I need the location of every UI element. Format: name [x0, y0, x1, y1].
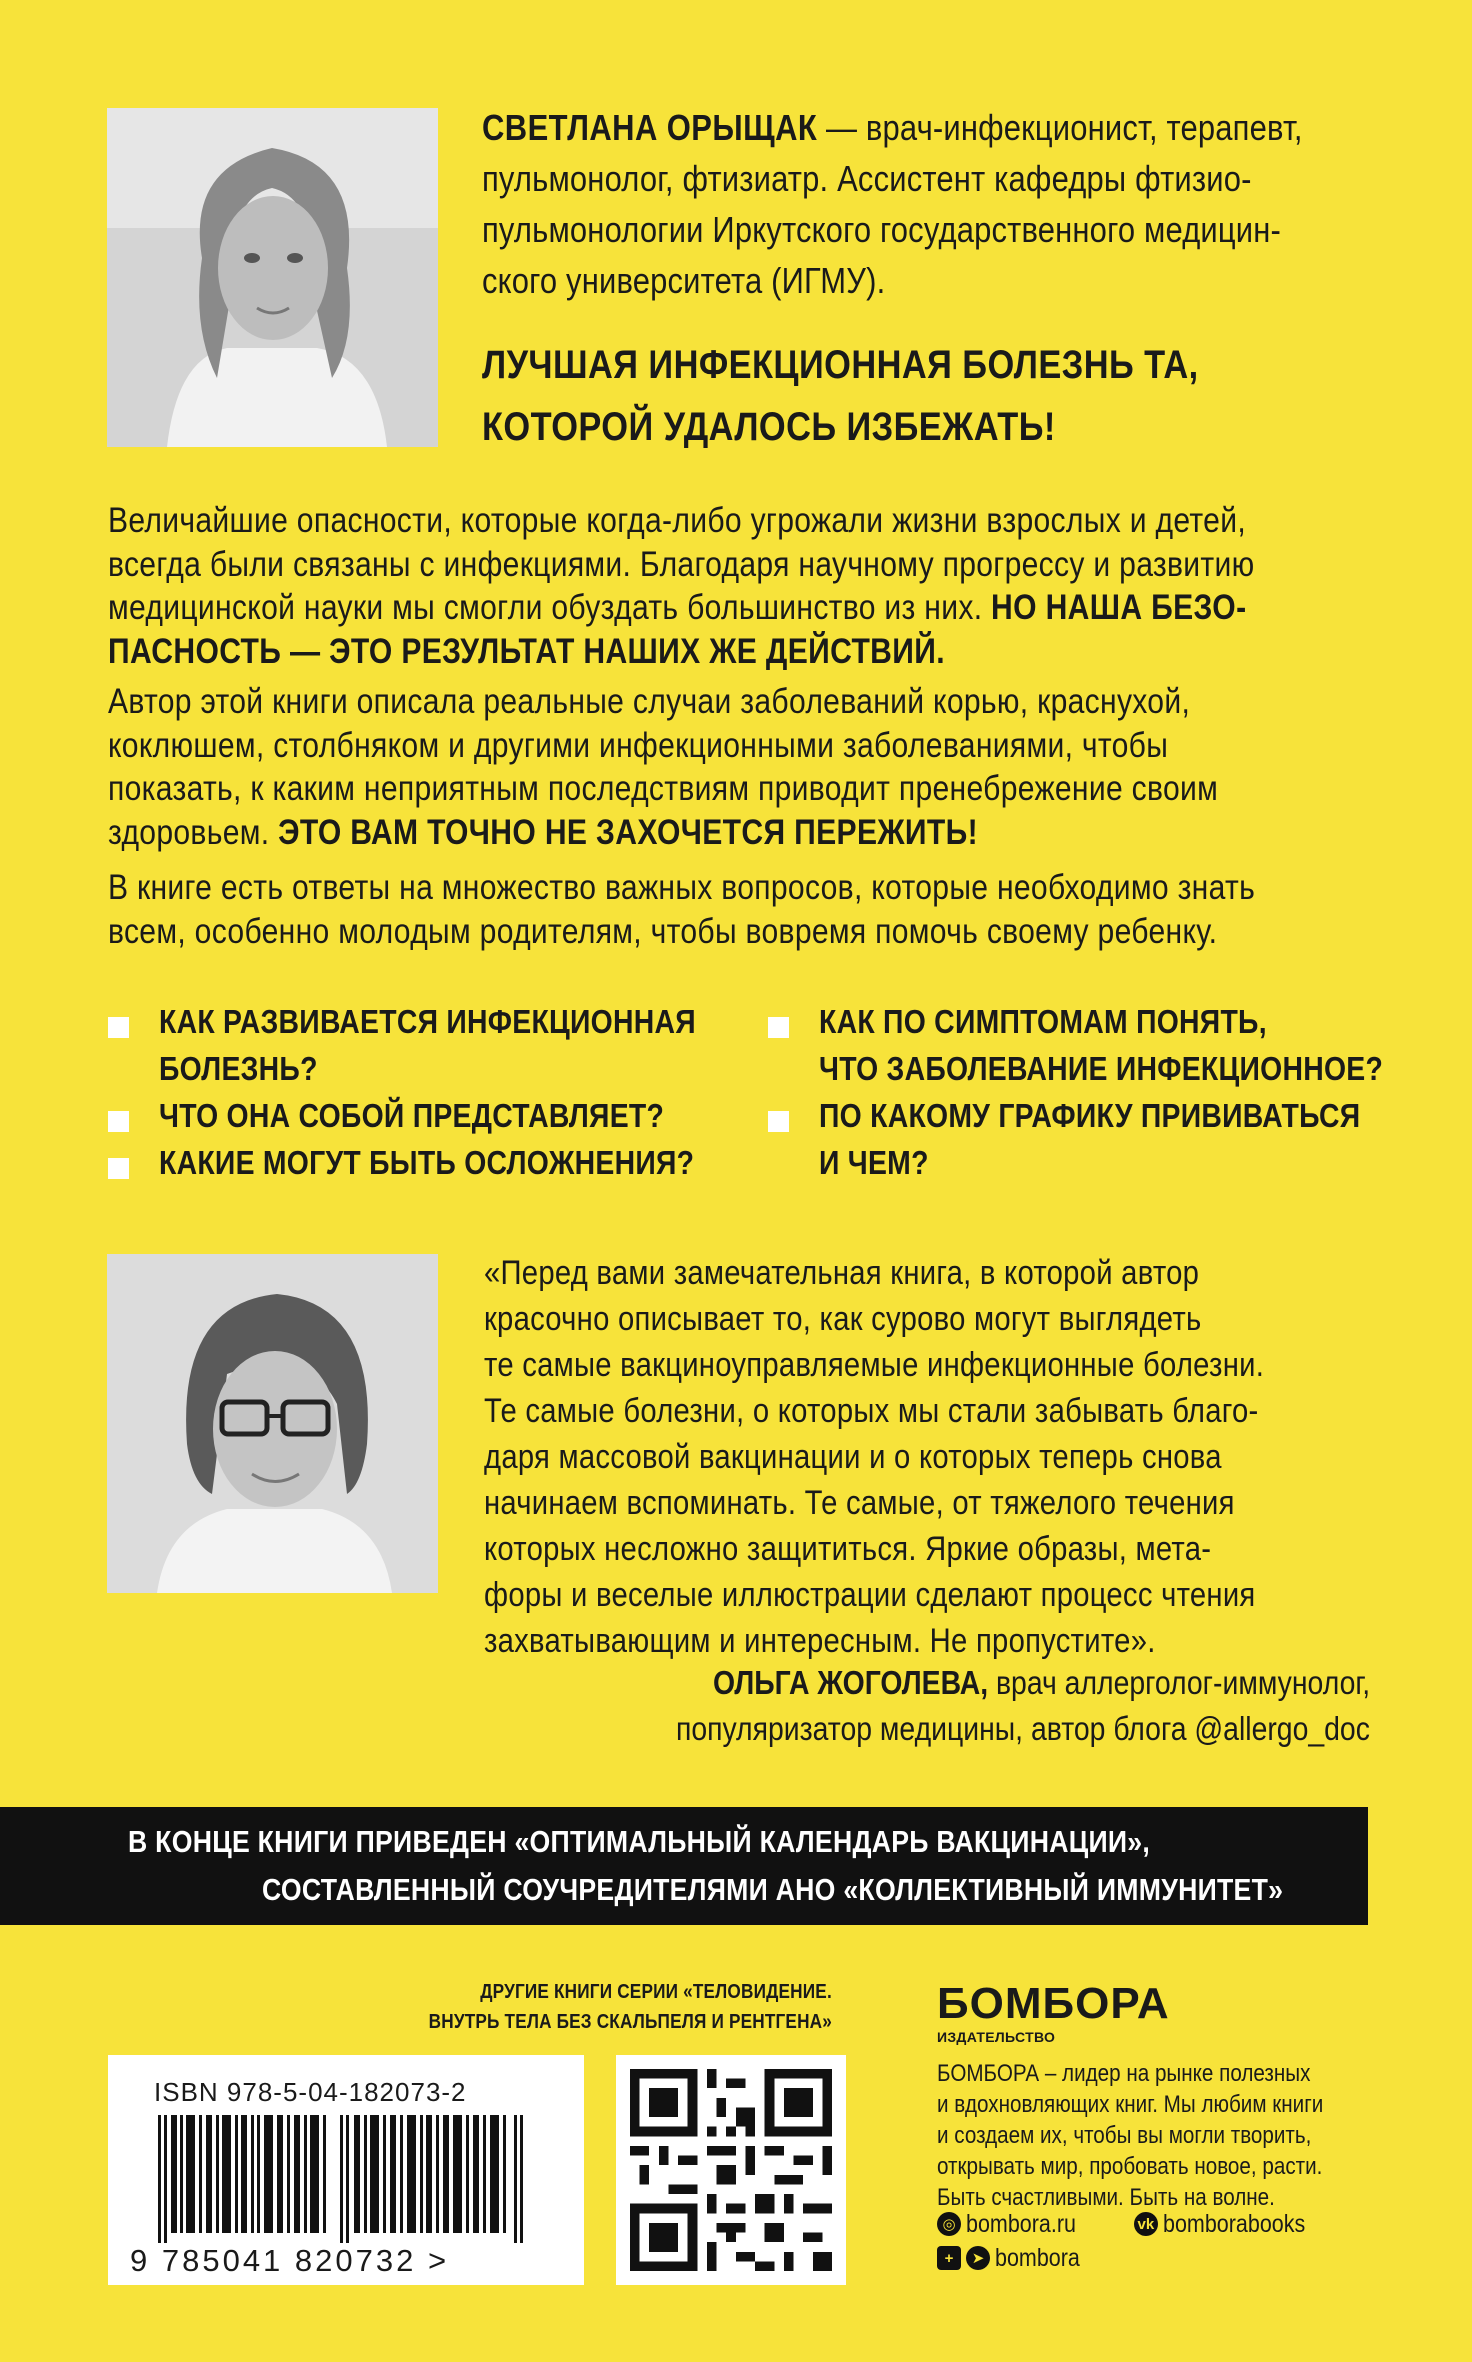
bio-line: пульмонологии Иркутского государственного медицин-: [482, 209, 1282, 250]
bullet-square-icon: [768, 1017, 789, 1038]
series-label: ДРУГИЕ КНИГИ СЕРИИ «ТЕЛОВИДЕНИЕ. ВНУТРЬ ТЕЛА БЕЗ СКАЛЬПЕЛЯ И РЕНТГЕНА»: [428, 1981, 832, 2033]
question-item: КАК РАЗВИВАЕТСЯ ИНФЕКЦИОННАЯ БОЛЕЗНЬ?: [108, 998, 783, 1092]
bio-line: ского университета (ИГМУ).: [482, 260, 886, 301]
vaccination-banner: В КОНЦЕ КНИГИ ПРИВЕДЕН «ОПТИМАЛЬНЫЙ КАЛЕНДАРЬ ВАКЦИНАЦИИ», СОСТАВЛЕННЫЙ СОУЧРЕДИТЕЛЯМИ АНО «КОЛЛЕКТИВНЫЙ ИММУНИТЕТ»: [0, 1807, 1368, 1925]
qr-code[interactable]: [616, 2055, 846, 2285]
paragraph-1: Величайшие опасности, которые когда-либо угрожали жизни взрослых и детей, всегда были связаны с инфекциями. Благодаря научному прогрессу и развитию медицинской науки мы смогли обуздать большинство из них. НО НАША БЕЗО- ПАСНОСТЬ — ЭТО РЕЗУЛЬТАТ НАШИХ ЖЕ ДЕЙСТВИЙ.: [108, 501, 1255, 671]
question-item: КАКИЕ МОГУТ БЫТЬ ОСЛОЖНЕНИЯ?: [108, 1139, 783, 1186]
bullet-square-icon: [108, 1158, 129, 1179]
site-link[interactable]: bombora.ru: [966, 2209, 1076, 2238]
review-signature: ОЛЬГА ЖОГОЛЕВА, врач аллерголог-иммунолог, популяризатор медицины, автор блога @allergo_doc: [676, 1664, 1370, 1747]
question-item: ПО КАКОМУ ГРАФИКУ ПРИВИВАТЬСЯ И ЧЕМ?: [768, 1092, 1472, 1186]
publisher-description: БОМБОРА – лидер на рынке полезных и вдохновляющих книг. Мы любим книги и создаем их, чтобы вы могли творить, открывать мир, пробовать новое, расти. Быть счастливыми. Быть на волне.: [937, 2060, 1324, 2211]
author-name: СВЕТЛАНА ОРЫЩАК: [482, 107, 818, 148]
plus-icon: +: [937, 2246, 961, 2270]
barcode-block: [108, 2055, 584, 2285]
telegram-icon: ➤: [966, 2246, 990, 2270]
bio-line: СВЕТЛАНА ОРЫЩАК — врач-инфекционист, терапевт,: [482, 107, 1303, 148]
isbn-label: ISBN 978-5-04-182073-2: [154, 2077, 467, 2107]
review-quote: «Перед вами замечательная книга, в которой автор красочно описывает то, как сурово могут выглядеть те самые вакциноуправляемые инфекционные болезни. Те самые болезни, о которых мы стали забывать благо- даря массовой вакцинации и о которых теперь снова начинаем вспоминать. Те самые, от тяжелого течения которых несложно защититься. Яркие образы, мета- форы и веселые иллюстрации сделают процесс чтения захватывающим и интересным. Не пропустите».: [484, 1254, 1265, 1660]
author-bio: [482, 102, 1436, 306]
questions-right: [768, 998, 1472, 1186]
question-item: КАК ПО СИМПТОМАМ ПОНЯТЬ, ЧТО ЗАБОЛЕВАНИЕ ИНФЕКЦИОННОЕ?: [768, 998, 1472, 1092]
paragraph-2: Автор этой книги описала реальные случаи заболеваний корью, краснухой, коклюшем, столбняком и другими инфекционными заболеваниями, чтобы показать, к каким неприятным последствиям приводит пренебрежение своим здоровьем. ЭТО ВАМ ТОЧНО НЕ ЗАХОЧЕТСЯ ПЕРЕЖИТЬ!: [108, 682, 1219, 852]
bullet-square-icon: [108, 1111, 129, 1132]
vk-link[interactable]: bomborabooks: [1162, 2209, 1306, 2238]
slogan: ЛУЧШАЯ ИНФЕКЦИОННАЯ БОЛЕЗНЬ ТА, КОТОРОЙ УДАЛОСЬ ИЗБЕЖАТЬ!: [482, 343, 1199, 449]
question-item: ЧТО ОНА СОБОЙ ПРЕДСТАВЛЯЕТ?: [108, 1092, 783, 1139]
bio-line: пульмонолог, фтизиатр. Ассистент кафедры фтизио-: [482, 158, 1252, 199]
author-photo: [107, 108, 438, 447]
reviewer-name: ОЛЬГА ЖОГОЛЕВА,: [712, 1664, 988, 1701]
publisher-logo: БОМБОРА ИЗДАТЕЛЬСТВО: [937, 1979, 1170, 2045]
barcode: [158, 2115, 538, 2243]
telegram-link[interactable]: bombora: [995, 2243, 1080, 2272]
bullet-square-icon: [768, 1111, 789, 1132]
vk-icon: vk: [1134, 2212, 1158, 2236]
bullet-square-icon: [108, 1017, 129, 1038]
globe-icon: ◎: [937, 2212, 961, 2236]
publisher-links: [937, 2207, 1328, 2275]
paragraph-3: В книге есть ответы на множество важных вопросов, которые необходимо знать всем, особенно молодым родителям, чтобы вовремя помочь своему ребенку.: [108, 868, 1256, 951]
barcode-digits: 9 785041 820732 >: [130, 2243, 450, 2278]
reviewer-photo: [107, 1254, 438, 1593]
questions-left: [108, 998, 783, 1186]
